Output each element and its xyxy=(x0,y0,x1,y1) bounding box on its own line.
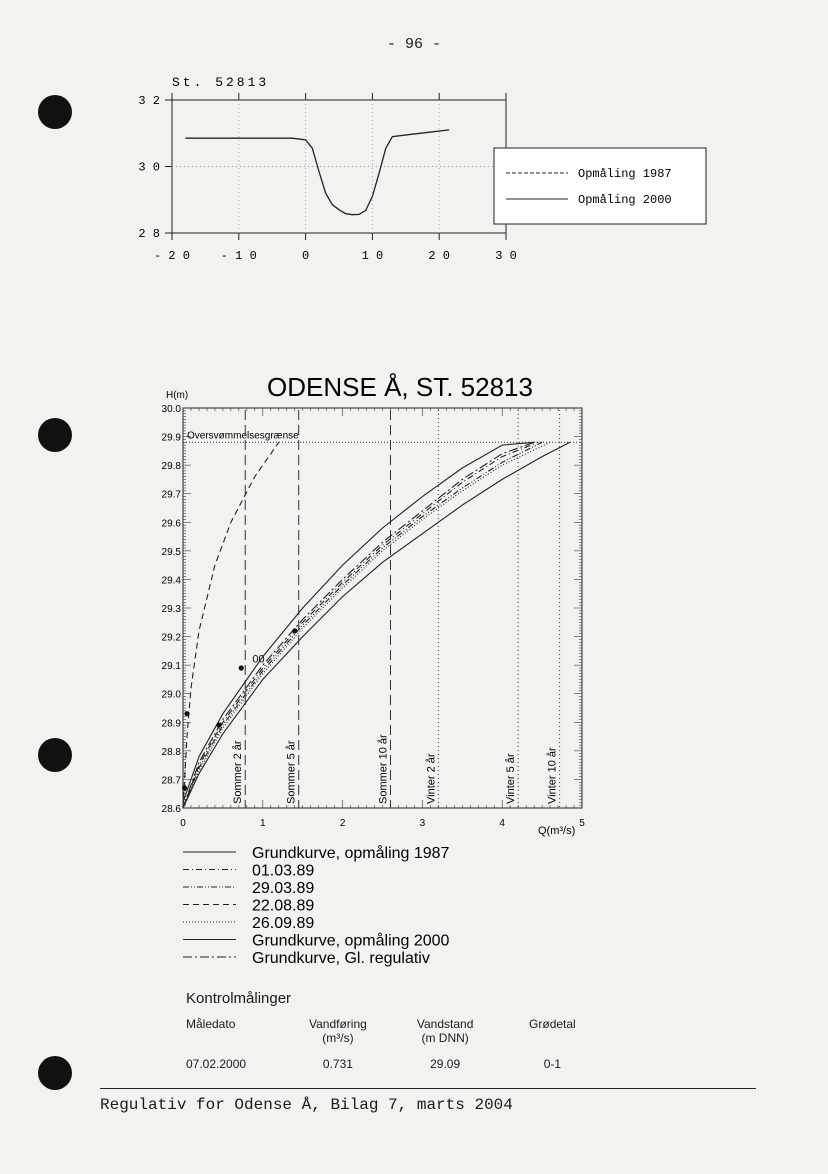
cs-y-tick-label: 3 0 xyxy=(138,160,160,175)
cs-y-tick-label: 3 2 xyxy=(138,94,160,108)
kontrol-h2-l1: Vandstand xyxy=(416,1017,474,1031)
kontrol-h0-l1: Måledato xyxy=(186,1017,236,1031)
rc-y-tick-label: 29.5 xyxy=(161,546,181,558)
cs-y-tick-label: 2 8 xyxy=(138,227,160,241)
rc-y-tick-label: 28.8 xyxy=(161,746,181,758)
rc-y-tick-label: 29.9 xyxy=(161,432,181,444)
rc-legend-label: Grundkurve, opmåling 1987 xyxy=(252,845,450,862)
rc-data-point xyxy=(239,665,244,670)
rc-x-tick-label: 0 xyxy=(180,818,186,829)
rc-y-tick-label: 29.0 xyxy=(161,689,181,701)
rc-marker-label: Vinter 2 år xyxy=(425,753,438,804)
rc-flood-label: Oversvømmelsesgrænse xyxy=(187,430,299,442)
rc-data-point xyxy=(292,628,297,633)
rc-title: ODENSE Å, ST. 52813 xyxy=(267,372,533,402)
kontrol-h3-l1: Grødetal xyxy=(529,1017,576,1031)
rc-series-line xyxy=(183,442,279,808)
rc-xlabel: Q(m³/s) xyxy=(538,825,576,837)
cs-x-tick-label: 2 0 xyxy=(428,249,451,263)
kontrol-title: Kontrolmålinger xyxy=(186,990,292,1007)
kontrol-cell-grode: 0-1 xyxy=(543,1057,562,1071)
rc-legend-label: 22.08.89 xyxy=(252,897,315,915)
rc-y-tick-label: 29.7 xyxy=(161,489,181,501)
kontrol-h1-l1: Vandføring xyxy=(309,1017,367,1031)
rc-data-point xyxy=(184,711,189,716)
rc-y-tick-label: 29.2 xyxy=(161,632,181,644)
rc-x-tick-label: 3 xyxy=(419,818,426,829)
rc-y-tick-label: 29.1 xyxy=(161,661,181,673)
rc-y-tick-label: 29.4 xyxy=(161,575,181,587)
page-number: - 96 - xyxy=(386,36,441,53)
table-row xyxy=(186,1057,606,1071)
rc-legend-label: 29.03.89 xyxy=(252,880,315,897)
cs-x-tick-label: 1 0 xyxy=(361,249,384,263)
rc-marker-label: Sommer 10 år xyxy=(377,734,390,804)
rc-x-tick-label: 2 xyxy=(339,818,346,829)
footer-text: Regulativ for Odense Å, Bilag 7, marts 2004 xyxy=(100,1096,513,1114)
punch-hole-4 xyxy=(38,1056,72,1090)
rc-y-tick-label: 30.0 xyxy=(161,404,181,415)
cs-x-tick-label: - 1 0 xyxy=(220,249,257,263)
rc-legend-label: Grundkurve, opmåling 2000 xyxy=(252,932,450,950)
rc-marker-label: Sommer 2 år xyxy=(232,740,245,804)
kontrol-header xyxy=(284,1017,391,1045)
rc-y-tick-label: 29.6 xyxy=(161,518,181,530)
rc-marker-label: Sommer 5 år xyxy=(285,740,298,804)
rc-y-tick-label: 28.9 xyxy=(161,718,181,730)
rc-y-tick-label: 28.6 xyxy=(161,804,181,815)
kontrol-header xyxy=(392,1017,499,1045)
kontrol-cell-h: 29.09 xyxy=(430,1057,461,1071)
cs-x-tick-label: 0 xyxy=(301,249,310,263)
rc-y-tick-label: 29.3 xyxy=(161,604,181,615)
rc-y-tick-label: 29.8 xyxy=(161,461,181,473)
cs-x-tick-label: - 2 0 xyxy=(153,249,191,263)
kontrol-h1-l2: (m³/s) xyxy=(322,1031,354,1045)
cs-legend-1987: Opmåling 1987 xyxy=(578,167,672,181)
rc-x-tick-label: 5 xyxy=(579,818,585,829)
cs-title: St. 52813 xyxy=(172,75,270,90)
kontrol-h2-l2: (m DNN) xyxy=(421,1031,469,1045)
cs-x-tick-label: 3 0 xyxy=(495,249,517,263)
kontrol-header xyxy=(499,1017,606,1045)
rc-annotation: 00 xyxy=(252,653,265,666)
kontrol-table xyxy=(186,990,606,1071)
rc-marker-label: Vinter 5 år xyxy=(505,753,518,804)
rc-data-point xyxy=(216,723,221,728)
cs-legend-2000: Opmåling 2000 xyxy=(578,193,672,207)
rc-legend-label: 01.03.89 xyxy=(252,862,315,880)
rc-x-tick-label: 1 xyxy=(260,818,266,829)
kontrol-cell-q: 0.731 xyxy=(322,1057,353,1071)
rc-marker-label: Vinter 10 år xyxy=(546,747,559,804)
rc-data-point xyxy=(182,785,187,790)
rc-legend-label: Grundkurve, Gl. regulativ xyxy=(252,950,430,967)
kontrol-header xyxy=(186,1017,284,1045)
rc-x-tick-label: 4 xyxy=(499,818,505,829)
footer-rule xyxy=(100,1088,756,1089)
rc-y-tick-label: 28.7 xyxy=(161,775,181,787)
kontrol-cell-date: 07.02.2000 xyxy=(186,1057,247,1071)
rc-ylabel: H(m) xyxy=(166,390,189,401)
rc-legend-label: 26.09.89 xyxy=(252,915,315,932)
kontrol-header-row xyxy=(186,1017,606,1045)
